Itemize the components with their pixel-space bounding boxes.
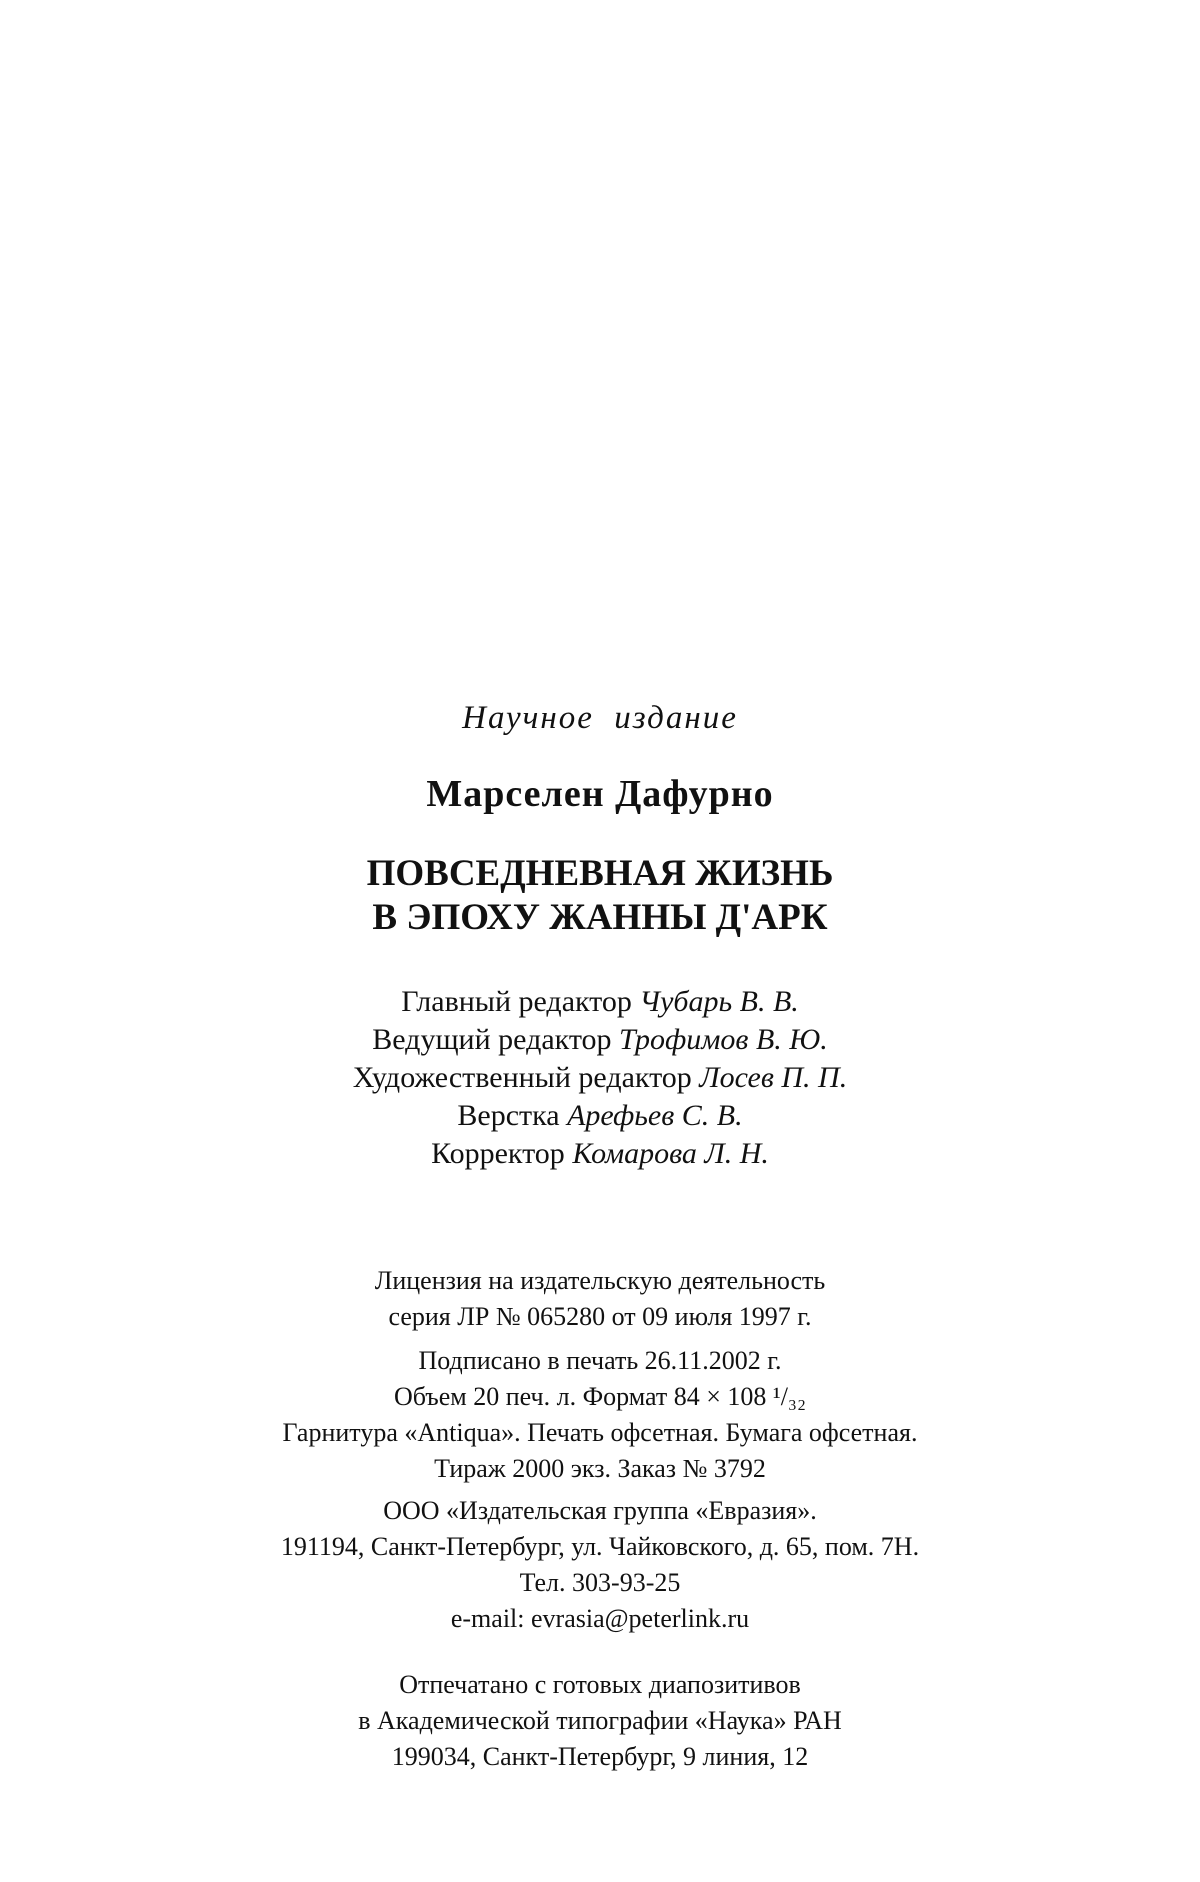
credit-person: Чубарь В. В. [639, 985, 799, 1018]
credit-person: Лосев П. П. [699, 1061, 848, 1094]
credit-role: Корректор [431, 1137, 565, 1170]
publisher-line: ООО «Издательская группа «Евразия». [383, 1496, 817, 1525]
credit-role: Ведущий редактор [372, 1023, 612, 1056]
author-name: Марселен Дафурно [426, 773, 774, 815]
credit-person: Трофимов В. Ю. [619, 1023, 828, 1056]
credit-role: Художественный редактор [352, 1061, 692, 1094]
credit-chief-editor [0, 983, 1200, 1021]
license-block [0, 1263, 1200, 1335]
license-line: серия ЛР № 065280 от 09 июля 1997 г. [388, 1302, 812, 1331]
book-title-line-1: ПОВСЕДНЕВНАЯ ЖИЗНЬ [366, 853, 834, 894]
print-line: Тираж 2000 экз. Заказ № 3792 [434, 1454, 766, 1483]
publisher-email: e-mail: evrasia@peterlink.ru [450, 1604, 750, 1633]
credit-person: Комарова Л. Н. [572, 1137, 769, 1170]
publisher-line: Тел. 303-93-25 [519, 1568, 681, 1597]
publisher-block [0, 1493, 1200, 1637]
print-details-block [0, 1343, 1200, 1487]
credits-block [0, 983, 1200, 1173]
printer-block [0, 1667, 1200, 1775]
credit-role: Главный редактор [401, 985, 632, 1018]
series-label: Научное издание [462, 700, 738, 736]
print-line: Объем 20 печ. л. Формат 84 × 108 ¹/₃₂ [393, 1382, 807, 1411]
printer-line: Отпечатано с готовых диапозитивов [399, 1670, 801, 1699]
printer-line: в Академической типографии «Наука» РАН [358, 1706, 842, 1735]
print-line: Подписано в печать 26.11.2002 г. [418, 1346, 782, 1375]
print-line: Гарнитура «Antiqua». Печать офсетная. Бумага офсетная. [282, 1418, 918, 1447]
credit-lead-editor [0, 1021, 1200, 1059]
license-line: Лицензия на издательскую деятельность [374, 1266, 826, 1295]
credit-proofreader [0, 1135, 1200, 1173]
credit-person: Арефьев С. В. [567, 1099, 743, 1132]
credit-role: Верстка [457, 1099, 560, 1132]
book-title [0, 852, 1200, 940]
book-title-line-2: В ЭПОХУ ЖАННЫ Д'АРК [372, 897, 828, 938]
credit-art-editor [0, 1059, 1200, 1097]
credit-layout [0, 1097, 1200, 1135]
publisher-line: 191194, Санкт-Петербург, ул. Чайковского, д. 65, пом. 7Н. [280, 1532, 920, 1561]
printer-line: 199034, Санкт-Петербург, 9 линия, 12 [391, 1742, 809, 1771]
